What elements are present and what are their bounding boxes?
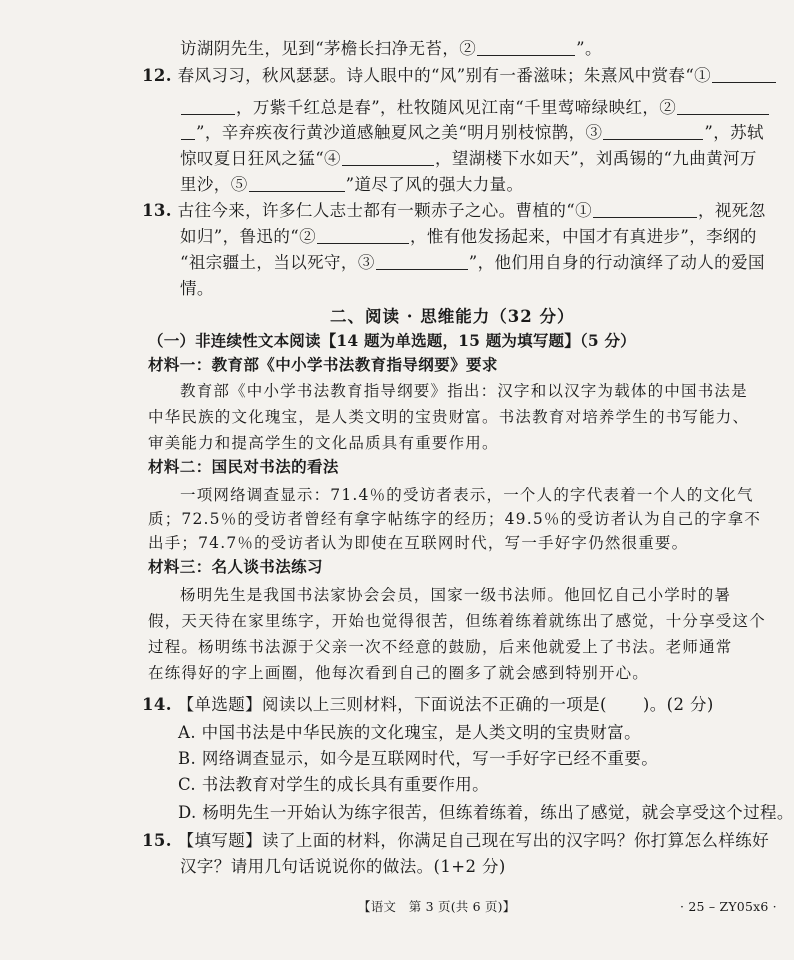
material-2-line: 一项网络调查显示：71.4％的受访者表示，一个人的字代表着一个人的文化气 — [180, 486, 754, 504]
q13-line-4: 情。 — [180, 279, 214, 298]
q15-line-1: 15. 【填写题】读了上面的材料，你满足自己现在写出的汉字吗？你打算怎么样练好 — [142, 831, 770, 850]
section-title: 二、阅读 · 思维能力（32 分） — [330, 307, 575, 326]
answer-blank[interactable] — [677, 98, 769, 115]
material-2-line: 质；72.5％的受访者曾经有拿字帖练字的经历；49.5％的受访者认为自己的字拿不 — [148, 510, 762, 528]
material-3-line: 杨明先生是我国书法家协会会员，国家一级书法师。他回忆自己小学时的暑 — [180, 586, 732, 604]
question-number: 15. — [142, 831, 172, 850]
material-3-line: 假，天天待在家里练字，开始也觉得很苦，但练着练着就练出了感觉，十分享受这个 — [148, 612, 766, 630]
q15-line-2: 汉字？请用几句话说说你的做法。(1+2 分) — [180, 857, 506, 876]
answer-blank[interactable] — [342, 149, 434, 166]
footer-page-info: 【语文 第 3 页(共 6 页)】 — [358, 899, 516, 914]
answer-blank[interactable] — [376, 253, 468, 270]
q12-line-3: ”，辛弃疾夜行黄沙道感触夏风之美“明月别枝惊鹊，③ ”，苏轼 — [180, 122, 764, 144]
material-3-title: 材料三：名人谈书法练习 — [148, 557, 323, 576]
answer-blank[interactable] — [317, 227, 409, 244]
question-number: 13. — [142, 201, 172, 220]
q12-line-5: 里沙，⑤ ”道尽了风的强大力量。 — [180, 175, 524, 194]
material-3-line: 过程。杨明练书法源于父亲一次不经意的鼓励，后来他就爱上了书法。老师通常 — [148, 638, 733, 656]
q12-line-4: 惊叹夏日狂风之猛“④ ，望湖楼下水如天”，刘禹锡的“九曲黄河万 — [180, 149, 757, 168]
q11-tail-line: 访湖阴先生，见到“茅檐长扫净无苔，② ”。 — [180, 39, 602, 58]
material-1-line: 教育部《中小学书法教育指导纲要》指出：汉字和以汉字为载体的中国书法是 — [180, 382, 748, 400]
material-1-line: 中华民族的文化瑰宝，是人类文明的宝贵财富。书法教育对培养学生的书写能力、 — [148, 408, 750, 426]
q14-option-c: C. 书法教育对学生的成长具有重要作用。 — [178, 775, 490, 794]
answer-blank[interactable] — [712, 66, 776, 83]
q13-line-1: 13. 古往今来，许多仁人志士都有一颗赤子之心。曹植的“① ，视死忽 — [142, 201, 766, 220]
q12-line-2: ，万紫千红总是春”，杜牧随风见江南“千里莺啼绿映红，② — [180, 97, 770, 119]
q14-stem: 14. 【单选题】阅读以上三则材料，下面说法不正确的一项是( )。(2 分) — [142, 695, 714, 714]
answer-blank[interactable] — [249, 175, 345, 192]
material-3-line: 在练得好的字上画圈，他每次看到自己的圈多了就会感到特别开心。 — [148, 664, 650, 682]
answer-blank[interactable] — [477, 39, 575, 56]
answer-blank[interactable] — [181, 123, 195, 140]
footer-code: · 25 – ZY05x6 · — [680, 899, 777, 914]
material-1-line: 审美能力和提高学生的文化品质具有重要作用。 — [148, 434, 499, 452]
q14-option-b: B. 网络调查显示，如今是互联网时代，写一手好字已经不重要。 — [178, 749, 659, 768]
answer-blank[interactable] — [593, 201, 697, 218]
q14-option-d: D. 杨明先生一开始认为练字很苦，但练着练着，练出了感觉，就会享受这个过程。 — [178, 803, 794, 822]
q13-line-3: “祖宗疆土，当以死守，③ ”，他们用自身的行动演绎了动人的爱国 — [180, 253, 765, 272]
answer-blank[interactable] — [603, 123, 703, 140]
q14-option-a: A. 中国书法是中华民族的文化瑰宝，是人类文明的宝贵财富。 — [178, 723, 642, 742]
question-number: 14. — [142, 695, 172, 714]
material-1-title: 材料一：教育部《中小学书法教育指导纲要》要求 — [148, 355, 498, 374]
answer-blank[interactable] — [181, 98, 235, 115]
material-2-title: 材料二：国民对书法的看法 — [148, 457, 339, 476]
question-number: 12. — [142, 66, 172, 85]
q13-line-2: 如归”，鲁迅的“② ，惟有他发扬起来，中国才有真进步”，李纲的 — [180, 227, 757, 246]
part-heading: （一）非连续性文本阅读【14 题为单选题，15 题为填写题】（5 分） — [148, 331, 636, 350]
q12-line-1: 12. 春风习习，秋风瑟瑟。诗人眼中的“风”别有一番滋味；朱熹风中赏春“① — [142, 65, 777, 87]
material-2-line: 出手；74.7％的受访者认为即使在互联网时代，写一手好字仍然很重要。 — [148, 534, 689, 552]
